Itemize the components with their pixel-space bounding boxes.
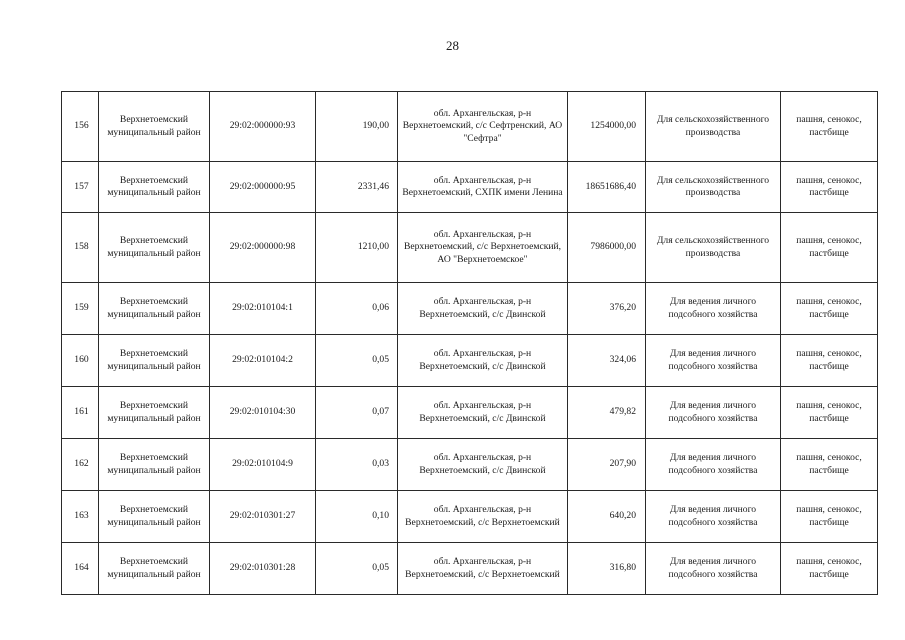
table-row: [62, 92, 878, 162]
cadastral-number-cell: 29:02:010301:28: [210, 543, 316, 595]
area-cell: 1210,00: [316, 213, 398, 283]
row-number: 156: [62, 92, 99, 162]
address-cell: обл. Архангельская, р-н Верхнетоемский, с/с Верхнетоемский: [398, 543, 568, 595]
cadastral-number-cell: 29:02:000000:93: [210, 92, 316, 162]
district-cell: Верхнетоемский муниципальный район: [99, 543, 210, 595]
land-type-cell: пашня, сенокос, пастбище: [781, 439, 878, 491]
permitted-use-cell: Для сельскохозяйственного производства: [646, 162, 781, 213]
area-cell: 0,05: [316, 543, 398, 595]
permitted-use-cell: Для сельскохозяйственного производства: [646, 213, 781, 283]
table-row: [62, 439, 878, 491]
area-cell: 0,10: [316, 491, 398, 543]
permitted-use-cell: Для ведения личного подсобного хозяйства: [646, 335, 781, 387]
cadastral-value-cell: 640,20: [568, 491, 646, 543]
address-cell: обл. Архангельская, р-н Верхнетоемский, с/с Двинской: [398, 335, 568, 387]
cadastral-value-cell: 316,80: [568, 543, 646, 595]
land-plots-table: [61, 91, 878, 595]
land-type-cell: пашня, сенокос, пастбище: [781, 335, 878, 387]
district-cell: Верхнетоемский муниципальный район: [99, 439, 210, 491]
district-cell: Верхнетоемский муниципальный район: [99, 283, 210, 335]
table-row: [62, 162, 878, 213]
cadastral-value-cell: 324,06: [568, 335, 646, 387]
cadastral-number-cell: 29:02:000000:98: [210, 213, 316, 283]
address-cell: обл. Архангельская, р-н Верхнетоемский, с/с Двинской: [398, 387, 568, 439]
cadastral-number-cell: 29:02:000000:95: [210, 162, 316, 213]
row-number: 159: [62, 283, 99, 335]
cadastral-number-cell: 29:02:010104:30: [210, 387, 316, 439]
cadastral-value-cell: 7986000,00: [568, 213, 646, 283]
land-type-cell: пашня, сенокос, пастбище: [781, 213, 878, 283]
cadastral-value-cell: 1254000,00: [568, 92, 646, 162]
table-row: [62, 213, 878, 283]
table-row: [62, 387, 878, 439]
permitted-use-cell: Для ведения личного подсобного хозяйства: [646, 439, 781, 491]
district-cell: Верхнетоемский муниципальный район: [99, 491, 210, 543]
district-cell: Верхнетоемский муниципальный район: [99, 335, 210, 387]
address-cell: обл. Архангельская, р-н Верхнетоемский, с/с Сефтренский, АО "Сефтра": [398, 92, 568, 162]
row-number: 160: [62, 335, 99, 387]
table-row: [62, 491, 878, 543]
area-cell: 0,03: [316, 439, 398, 491]
row-number: 164: [62, 543, 99, 595]
land-type-cell: пашня, сенокос, пастбище: [781, 543, 878, 595]
page-number: 28: [446, 38, 459, 53]
permitted-use-cell: Для ведения личного подсобного хозяйства: [646, 387, 781, 439]
table-row: [62, 543, 878, 595]
permitted-use-cell: Для ведения личного подсобного хозяйства: [646, 283, 781, 335]
address-cell: обл. Архангельская, р-н Верхнетоемский, с/с Верхнетоемский: [398, 491, 568, 543]
area-cell: 190,00: [316, 92, 398, 162]
cadastral-value-cell: 207,90: [568, 439, 646, 491]
table-row: [62, 283, 878, 335]
land-type-cell: пашня, сенокос, пастбище: [781, 491, 878, 543]
cadastral-value-cell: 376,20: [568, 283, 646, 335]
row-number: 163: [62, 491, 99, 543]
district-cell: Верхнетоемский муниципальный район: [99, 213, 210, 283]
address-cell: обл. Архангельская, р-н Верхнетоемский, СХПК имени Ленина: [398, 162, 568, 213]
permitted-use-cell: Для ведения личного подсобного хозяйства: [646, 491, 781, 543]
permitted-use-cell: Для сельскохозяйственного производства: [646, 92, 781, 162]
row-number: 161: [62, 387, 99, 439]
row-number: 157: [62, 162, 99, 213]
address-cell: обл. Архангельская, р-н Верхнетоемский, с/с Верхнетоемский, АО "Верхнетоемское": [398, 213, 568, 283]
land-type-cell: пашня, сенокос, пастбище: [781, 92, 878, 162]
cadastral-number-cell: 29:02:010104:1: [210, 283, 316, 335]
cadastral-value-cell: 18651686,40: [568, 162, 646, 213]
area-cell: 2331,46: [316, 162, 398, 213]
address-cell: обл. Архангельская, р-н Верхнетоемский, с/с Двинской: [398, 439, 568, 491]
area-cell: 0,07: [316, 387, 398, 439]
land-type-cell: пашня, сенокос, пастбище: [781, 283, 878, 335]
address-cell: обл. Архангельская, р-н Верхнетоемский, с/с Двинской: [398, 283, 568, 335]
cadastral-number-cell: 29:02:010301:27: [210, 491, 316, 543]
cadastral-value-cell: 479,82: [568, 387, 646, 439]
district-cell: Верхнетоемский муниципальный район: [99, 162, 210, 213]
area-cell: 0,05: [316, 335, 398, 387]
area-cell: 0,06: [316, 283, 398, 335]
row-number: 158: [62, 213, 99, 283]
district-cell: Верхнетоемский муниципальный район: [99, 92, 210, 162]
permitted-use-cell: Для ведения личного подсобного хозяйства: [646, 543, 781, 595]
land-type-cell: пашня, сенокос, пастбище: [781, 387, 878, 439]
cadastral-number-cell: 29:02:010104:2: [210, 335, 316, 387]
land-type-cell: пашня, сенокос, пастбище: [781, 162, 878, 213]
district-cell: Верхнетоемский муниципальный район: [99, 387, 210, 439]
row-number: 162: [62, 439, 99, 491]
cadastral-number-cell: 29:02:010104:9: [210, 439, 316, 491]
table-row: [62, 335, 878, 387]
